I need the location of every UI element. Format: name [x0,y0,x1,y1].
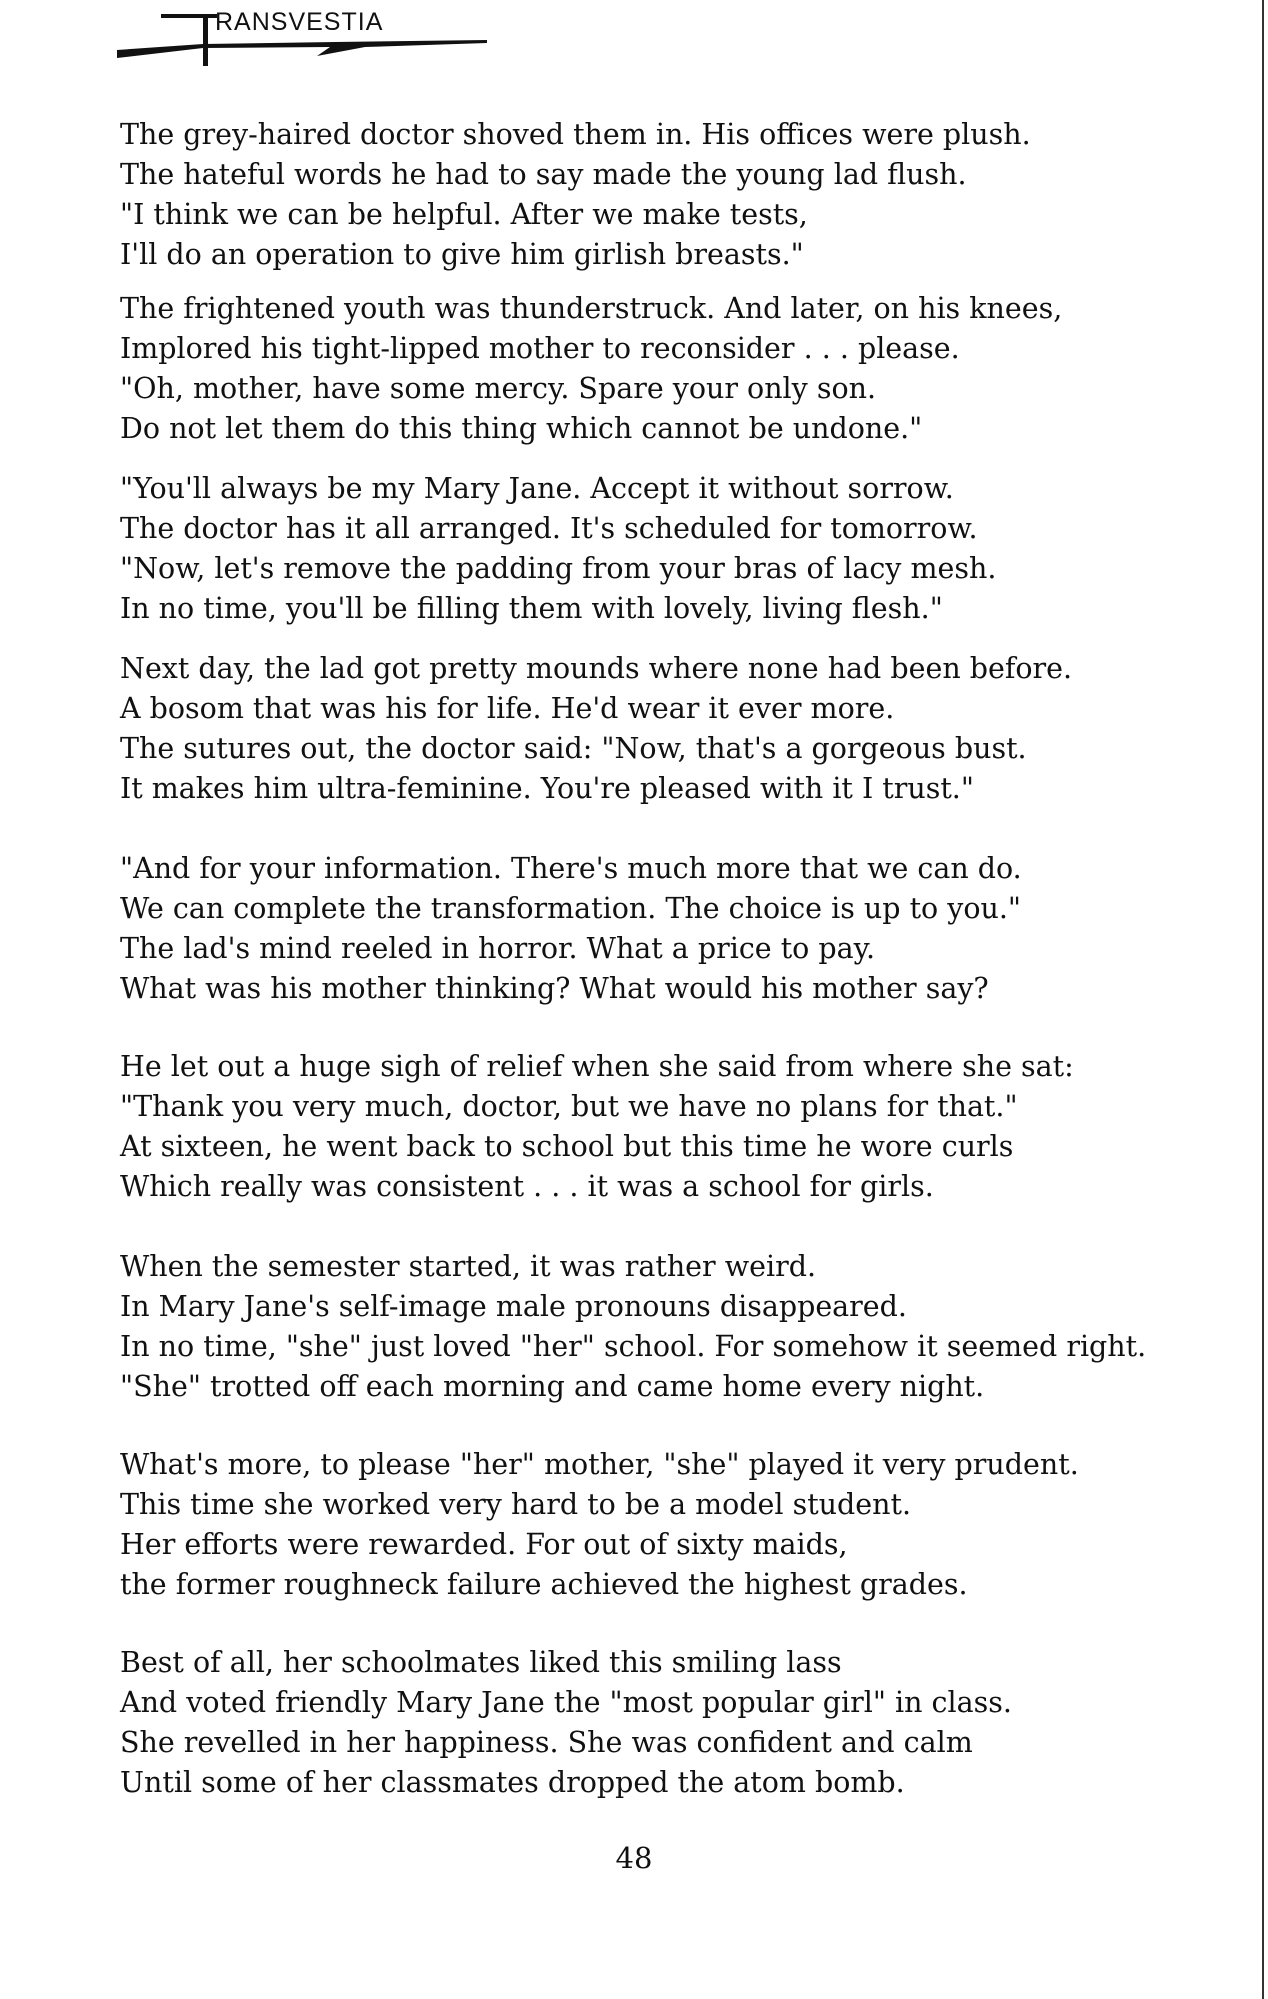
poem-line: Which really was consistent . . . it was a school for girls. [120,1170,934,1203]
poem-line: Implored his tight-lipped mother to reconsider . . . please. [120,332,960,365]
poem-line: The lad's mind reeled in horror. What a price to pay. [120,932,876,965]
poem-line: "You'll always be my Mary Jane. Accept it without sorrow. [120,472,954,505]
poem-line: He let out a huge sigh of relief when she said from where she sat: [120,1050,1074,1083]
masthead-title: RANSVESTIA [215,8,384,36]
poem-line: What's more, to please "her" mother, "she" played it very prudent. [120,1448,1079,1481]
poem-line: When the semester started, it was rather weird. [120,1250,817,1283]
stanza [120,1247,1160,1445]
stanza [120,469,1160,649]
poem-line: Best of all, her schoolmates liked this smiling lass [120,1646,842,1679]
poem-line: "Oh, mother, have some mercy. Spare your only son. [120,372,877,405]
poem-line: Next day, the lad got pretty mounds where none had been before. [120,652,1073,685]
poem-line: In Mary Jane's self-image male pronouns disappeared. [120,1290,907,1323]
poem-line: Do not let them do this thing which cannot be undone." [120,412,923,445]
poem-line: In no time, "she" just loved "her" school. For somehow it seemed right. [120,1330,1147,1363]
poem-line: Until some of her classmates dropped the atom bomb. [120,1766,905,1799]
stanza [120,1445,1160,1643]
stanza [120,649,1160,849]
poem-line: And voted friendly Mary Jane the "most popular girl" in class. [120,1686,1012,1719]
stanza [120,1643,1160,1817]
masthead [115,4,495,68]
poem-line: She revelled in her happiness. She was confident and calm [120,1726,973,1759]
poem-line: A bosom that was his for life. He'd wear it ever more. [120,692,895,725]
poem-line: the former roughneck failure achieved the highest grades. [120,1568,968,1601]
poem-line: "She" trotted off each morning and came home every night. [120,1370,985,1403]
poem-line: At sixteen, he went back to school but this time he wore curls [120,1130,1014,1163]
poem-line: "I think we can be helpful. After we make tests, [120,198,808,231]
poem-line: What was his mother thinking? What would his mother say? [120,972,989,1005]
poem-line: In no time, you'll be filling them with lovely, living flesh." [120,592,943,625]
page-edge-line [1262,0,1264,1999]
stanza [120,115,1160,289]
stanza [120,1047,1160,1247]
poem-line: "And for your information. There's much more that we can do. [120,852,1022,885]
poem-line: The sutures out, the doctor said: "Now, that's a gorgeous bust. [120,732,1027,765]
poem-body [120,115,1160,1817]
poem-line: This time she worked very hard to be a model student. [120,1488,912,1521]
poem-line: The grey-haired doctor shoved them in. His offices were plush. [120,118,1031,151]
poem-line: I'll do an operation to give him girlish breasts." [120,238,804,271]
poem-line: Her efforts were rewarded. For out of sixty maids, [120,1528,848,1561]
poem-line: "Thank you very much, doctor, but we have no plans for that." [120,1090,1018,1123]
poem-line: The frightened youth was thunderstruck. And later, on his knees, [120,292,1063,325]
poem-line: We can complete the transformation. The choice is up to you." [120,892,1022,925]
poem-line: "Now, let's remove the padding from your bras of lacy mesh. [120,552,997,585]
page-number: 48 [615,1841,653,1875]
stanza [120,849,1160,1047]
poem-line: It makes him ultra-feminine. You're pleased with it I trust." [120,772,974,805]
stanza [120,289,1160,469]
poem-line: The doctor has it all arranged. It's scheduled for tomorrow. [120,512,978,545]
poem-line: The hateful words he had to say made the young lad flush. [120,158,967,191]
